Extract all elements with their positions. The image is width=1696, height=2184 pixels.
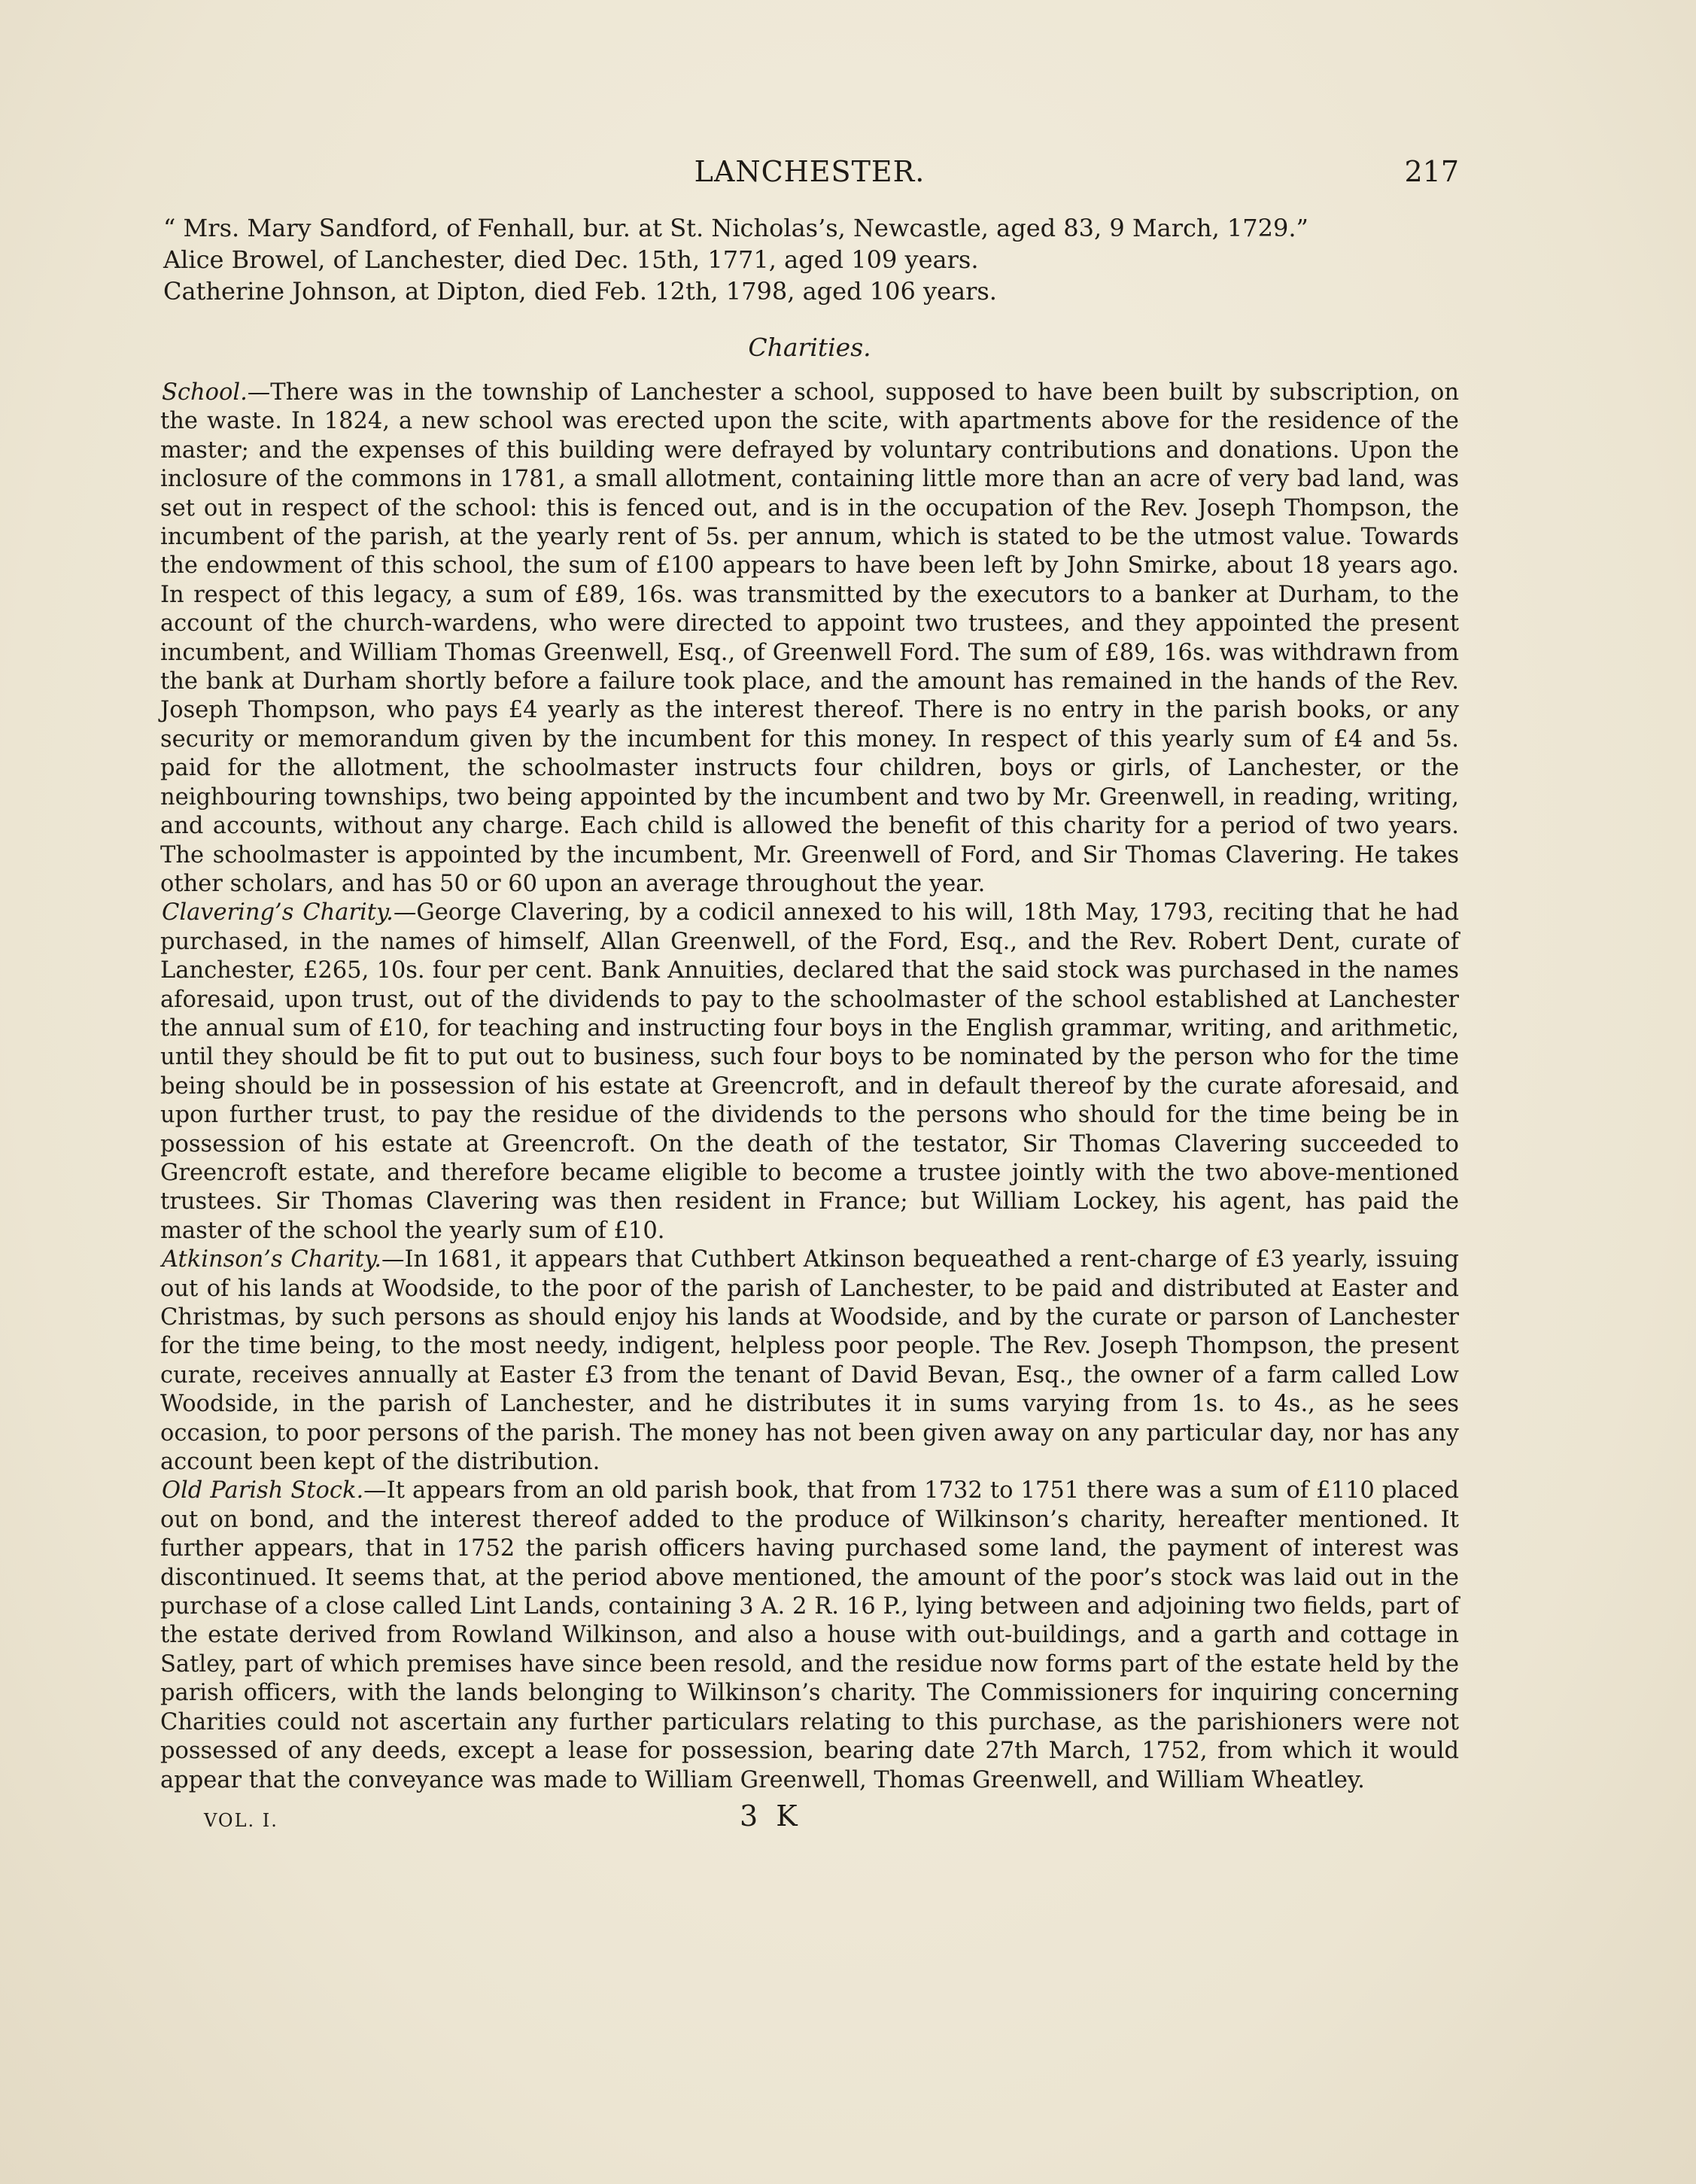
page-text [160,155,1459,1845]
paragraph-old-parish-stock [160,1477,1459,1794]
paragraph-text: —It appears from an old parish book, that from 1732 to 1751 there was a sum of £110 placed out on bond, and the interest thereof added to the produce of Wilkinson’s charity, hereafter mentioned. It further appears, that in 1752 the parish officers having purchased some land, the payment of interest was discontinued. It seems that, at the period above mentioned, the amount of the poor’s stock was laid out in the purchase of a close called Lint Lands, containing 3 A. 2 R. 16 P., lying between and adjoining two fields, part of the estate derived from Rowland Wilkinson, and also a house with out-buildings, and a garth and cottage in Satley, part of which premises have since been resold, and the residue now forms part of the estate held by the parish officers, with the lands belonging to Wilkinson’s charity. The Commissioners for inquiring concerning Charities could not ascertain any further particulars relating to this purchase, as the parishioners were not possessed of any deeds, except a lease for possession, bearing date 27th March, 1752, from which it would appear that the conveyance was made to William Greenwell, Thomas Greenwell, and William Wheatley. [160,1477,1459,1793]
epitaph-line: Catherine Johnson, at Dipton, died Feb. 12th, 1798, aged 106 years. [163,277,997,306]
section-heading: Charities. [748,333,871,362]
paragraph-atkinsons-charity [160,1246,1459,1477]
page-number: 217 [1404,155,1459,188]
running-header [160,155,1459,197]
page-footer [160,1799,1459,1845]
paragraph-school [160,379,1459,899]
epitaph-line: Alice Browel, of Lanchester, died Dec. 15th, 1771, aged 109 years. [163,245,979,274]
epitaph-line: “ Mrs. Mary Sandford, of Fenhall, bur. at St. Nicholas’s, Newcastle, aged 83, 9 March, 1729.” [163,214,1308,242]
paragraph-lead: Clavering’s Charity. [162,899,394,926]
paragraph-text: —In 1681, it appears that Cuthbert Atkinson bequeathed a rent-charge of £3 yearly, issuing out of his lands at Woodside, to the poor of the parish of Lanchester, to be paid and distributed at Easter and Christmas, by such persons as should enjoy his lands at Woodside, and by the curate or parson of Lanchester for the time being, to the most needy, indigent, helpless poor people. The Rev. Joseph Thompson, the present curate, receives annually at Easter £3 from the tenant of David Bevan, Esq., the owner of a farm called Low Woodside, in the parish of Lanchester, and he distributes it in sums varying from 1s. to 4s., as he sees occasion, to poor persons of the parish. The money has not been given away on any particular day, nor has any account been kept of the distribution. [160,1246,1459,1476]
paragraph-lead: Atkinson’s Charity. [162,1246,381,1273]
epitaph-list [160,212,1459,307]
paragraph-text: —George Clavering, by a codicil annexed to his will, 18th May, 1793, reciting that he had purchased, in the names of himself, Allan Greenwell, of the Ford, Esq., and the Rev. Robert Dent, curate of Lanchester, £265, 10s. four per cent. Bank Annuities, declared that the said stock was purchased in the names aforesaid, upon trust, out of the dividends to pay to the schoolmaster of the school established at Lanchester the annual sum of £10, for teaching and instructing four boys in the English grammar, writing, and arithmetic, until they should be fit to put out to business, such four boys to be nominated by the person who for the time being should be in possession of his estate at Greencroft, and in default thereof by the curate aforesaid, and upon further trust, to pay the residue of the dividends to the persons who should for the time being be in possession of his estate at Greencroft. On the death of the testator, Sir Thomas Clavering succeeded to Greencroft estate, and therefore became eligible to become a trustee jointly with the two above-mentioned trustees. Sir Thomas Clavering was then resident in France; but William Lockey, his agent, has paid the master of the school the yearly sum of £10. [160,899,1459,1244]
running-title: LANCHESTER. [694,155,926,188]
volume-mark: VOL. I. [204,1809,278,1831]
paragraph-lead: School. [162,379,248,406]
paragraph-lead: Old Parish Stock. [162,1477,364,1504]
paragraph-text: —There was in the township of Lanchester a school, supposed to have been built by subscription, on the waste. In 1824, a new school was erected upon the scite, with apartments above for the residence of the master; and the expenses of this building were defrayed by voluntary contributions and donations. Upon the inclosure of the commons in 1781, a small allotment, containing little more than an acre of very bad land, was set out in respect of the school: this is fenced out, and is in the occupation of the Rev. Joseph Thompson, the incumbent of the parish, at the yearly rent of 5s. per annum, which is stated to be the utmost value. Towards the endowment of this school, the sum of £100 appears to have been left by John Smirke, about 18 years ago. In respect of this legacy, a sum of £89, 16s. was transmitted by the executors to a banker at Durham, to the account of the church-wardens, who were directed to appoint two trustees, and they appointed the present incumbent, and William Thomas Greenwell, Esq., of Greenwell Ford. The sum of £89, 16s. was withdrawn from the bank at Durham shortly before a failure took place, and the amount has remained in the hands of the Rev. Joseph Thompson, who pays £4 yearly as the interest thereof. There is no entry in the parish books, or any security or memorandum given by the incumbent for this money. In respect of this yearly sum of £4 and 5s. paid for the allotment, the schoolmaster instructs four children, boys or girls, of Lanchester, or the neighbouring townships, two being appointed by the incumbent and two by Mr. Greenwell, in reading, writing, and accounts, without any charge. Each child is allowed the benefit of this charity for a period of two years. The schoolmaster is appointed by the incumbent, Mr. Greenwell of Ford, and Sir Thomas Clavering. He takes other scholars, and has 50 or 60 upon an average throughout the year. [160,379,1459,897]
paragraph-claverings-charity [160,899,1459,1246]
sheet-signature: 3 K [740,1799,802,1833]
